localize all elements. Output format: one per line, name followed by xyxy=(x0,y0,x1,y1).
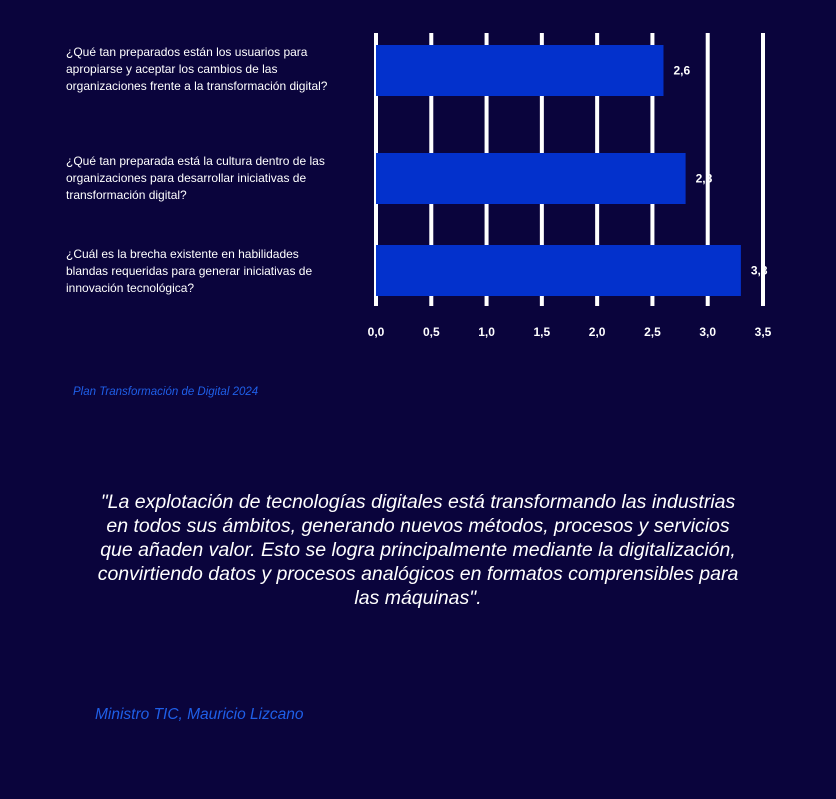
bar-1 xyxy=(376,45,663,96)
category-label-1: ¿Qué tan preparados están los usuarios para apropiarse y aceptar los cambios de las organizaciones frente a la transformación digital? xyxy=(66,45,328,93)
data-label-2: 2,8 xyxy=(695,171,713,186)
bar-3 xyxy=(376,245,741,296)
source-note: Plan Transformación de Digital 2024 xyxy=(73,386,259,398)
category-label-3: ¿Cuál es la brecha existente en habilidades blandas requeridas para generar iniciativas de innovación tecnológica? xyxy=(66,247,313,295)
category-label-2: ¿Qué tan preparada está la cultura dentro de las organizaciones para desarrollar iniciativas de transformación digital? xyxy=(66,154,325,202)
data-label-3: 3,3 xyxy=(750,263,768,278)
tick-label-4: 2,0 xyxy=(588,325,606,339)
quote-text: "La explotación de tecnologías digitales está transformando las industrias en todos sus ámbitos, generando nuevos métodos, procesos y servicios que añaden valor. Esto se logra principalmente mediante la digitalización, convirtiendo datos y procesos analógicos en formatos comprensibles para las máquinas". xyxy=(97,491,739,609)
tick-label-2: 1,0 xyxy=(478,325,495,339)
tick-label-7: 3,5 xyxy=(754,325,772,339)
tick-label-6: 3,0 xyxy=(699,325,717,339)
tick-label-1: 0,5 xyxy=(422,325,440,339)
tick-label-3: 1,5 xyxy=(533,325,551,339)
tick-label-5: 2,5 xyxy=(644,325,661,339)
data-label-1: 2,6 xyxy=(673,63,691,78)
quote-author: Ministro TIC, Mauricio Lizcano xyxy=(95,706,304,723)
bar-2 xyxy=(376,153,686,204)
tick-label-0: 0,0 xyxy=(367,325,385,339)
